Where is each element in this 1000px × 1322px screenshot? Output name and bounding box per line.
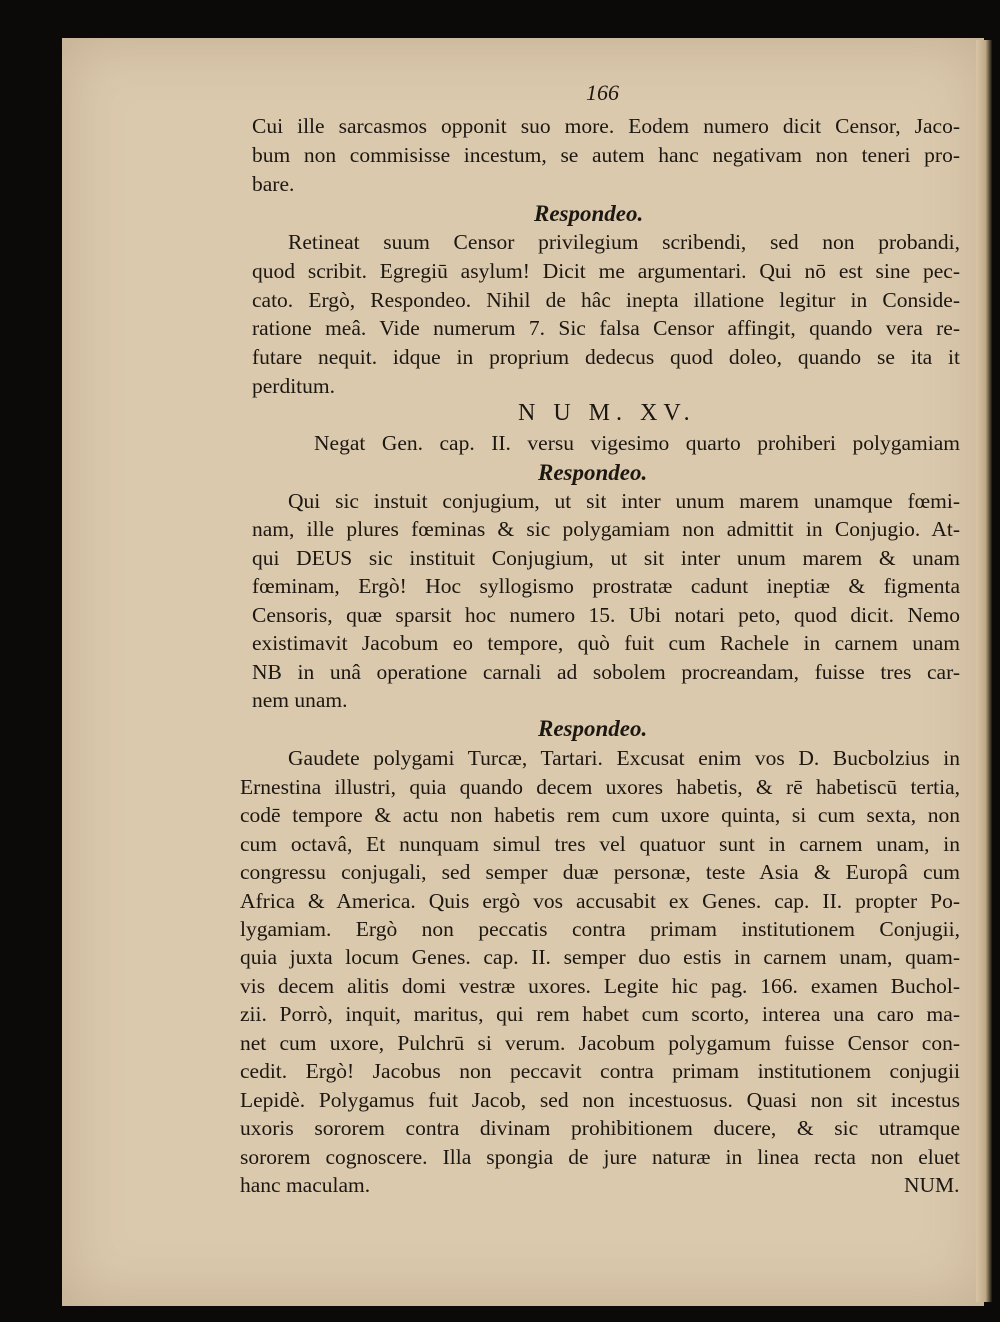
page-number: 166 xyxy=(586,80,619,105)
text-line: codē tempore & actu non habetis rem cum uxore quinta, si cum sexta, non xyxy=(240,803,960,827)
text-line: nem unam. xyxy=(252,688,348,712)
text-line: cum octavâ, Et nunquam simul tres vel quatuor sunt in carnem unam, in xyxy=(240,832,960,856)
text-line: sororem cognoscere. Illa spongia de jure naturæ in linea recta non eluet xyxy=(240,1145,960,1169)
text-line: Lepidè. Polygamus fuit Jacob, sed non incestuosus. Quasi non sit incestus xyxy=(240,1088,960,1112)
text-line: uxoris sororem contra divinam prohibitionem ducere, & sic utramque xyxy=(240,1116,960,1140)
text-line: cedit. Ergò! Jacobus non peccavit contra primam institutionem conjugii xyxy=(240,1059,960,1083)
text-line: congressu conjugali, sed semper duæ personæ, teste Asia & Europâ cum xyxy=(240,860,960,884)
text-line: lygamiam. Ergò non peccatis contra primam institutionem Conjugii, xyxy=(240,917,960,941)
section-heading: Respondeo. xyxy=(538,460,648,485)
section-heading: Respondeo. xyxy=(534,201,644,226)
text-line: hanc maculam. xyxy=(240,1173,371,1197)
text-line: zii. Porrò, inquit, maritus, qui rem habet cum scorto, interea una caro ma- xyxy=(240,1002,960,1026)
page-edge-shadow xyxy=(976,40,992,1302)
text-line: ratione meâ. Vide numerum 7. Sic falsa Censor affingit, quando vera re- xyxy=(252,316,960,340)
text-line: Qui sic instuit conjugium, ut sit inter unum marem unamque fœmi- xyxy=(288,489,960,513)
text-line: vis decem alitis domi vestræ uxores. Legite hic pag. 166. examen Buchol- xyxy=(240,974,960,998)
section-heading: Respondeo. xyxy=(538,716,648,741)
text-line: fœminam, Ergò! Hoc syllogismo prostratæ cadunt ineptiæ & figmenta xyxy=(252,574,960,598)
text-line: quod scribit. Egregiū asylum! Dicit me argumentari. Qui nō est sine pec- xyxy=(252,259,960,283)
text-line: nam, ille plures fœminas & sic polygamiam non admittit in Conjugio. At- xyxy=(252,517,960,541)
text-line: bum non commisisse incestum, se autem hanc negativam non teneri pro- xyxy=(252,143,960,167)
text-line: quia juxta locum Genes. cap. II. semper duo estis in carnem unam, quam- xyxy=(240,945,960,969)
text-line: Ernestina illustri, quia quando decem uxores habetis, & rē habetiscū tertia, xyxy=(240,775,960,799)
text-line: NB in unâ operatione carnali ad sobolem procreandam, fuisse tres car- xyxy=(252,660,960,684)
text-line: cato. Ergò, Respondeo. Nihil de hâc inepta illatione legitur in Conside- xyxy=(252,288,960,312)
text-line: Retineat suum Censor privilegium scribendi, sed non probandi, xyxy=(288,230,960,254)
text-line: futare nequit. idque in proprium dedecus quod doleo, quando se ita it xyxy=(252,345,960,369)
text-line: Censoris, quæ sparsit hoc numero 15. Ubi notari peto, quod dicit. Nemo xyxy=(252,603,960,627)
num-heading: N U M. XV. xyxy=(518,400,696,426)
text-line: Negat Gen. cap. II. versu vigesimo quarto prohiberi polygamiam xyxy=(314,431,960,455)
text-line: qui DEUS sic instituit Conjugium, ut sit inter unum marem & unam xyxy=(252,546,960,570)
text-line: existimavit Jacobum eo tempore, quò fuit cum Rachele in carnem unam xyxy=(252,631,960,655)
text-line: bare. xyxy=(252,172,295,196)
text-line: Gaudete polygami Turcæ, Tartari. Excusat enim vos D. Bucbolzius in xyxy=(288,746,960,770)
text-line: perditum. xyxy=(252,374,335,398)
text-line: Africa & America. Quis ergò vos accusabit ex Genes. cap. II. propter Po- xyxy=(240,889,960,913)
catchword: NUM. xyxy=(904,1173,960,1197)
text-line: Cui ille sarcasmos opponit suo more. Eodem numero dicit Censor, Jaco- xyxy=(252,114,960,138)
text-line: net cum uxore, Pulchrū si verum. Jacobum polygamum fuisse Censor con- xyxy=(240,1031,960,1055)
